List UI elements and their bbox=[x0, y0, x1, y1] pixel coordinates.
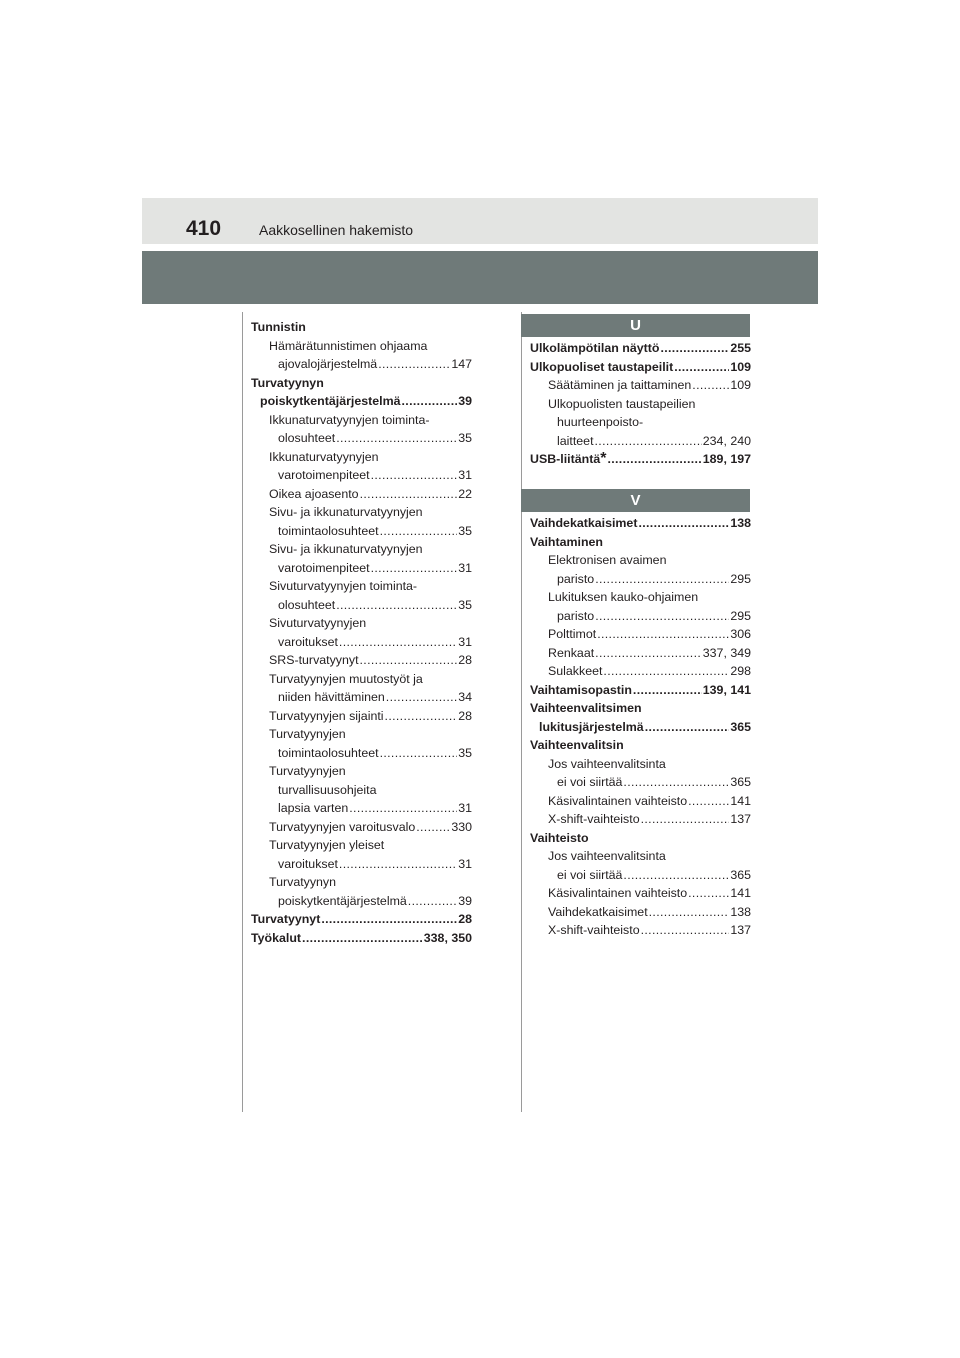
page-title: Aakkosellinen hakemisto bbox=[259, 222, 414, 238]
leader-dots bbox=[380, 744, 458, 763]
leader-dots bbox=[385, 707, 458, 726]
page-reference: 22 bbox=[458, 486, 472, 501]
page-reference: 31 bbox=[458, 634, 472, 649]
index-entry-main bbox=[530, 829, 751, 848]
entry-text: Turvatyynyt bbox=[251, 912, 321, 926]
column-divider-middle bbox=[521, 312, 522, 1112]
index-entry-main bbox=[251, 318, 472, 337]
entry-text: ajovalojärjestelmä bbox=[278, 357, 378, 371]
entry-text: Tunnistin bbox=[251, 320, 306, 334]
index-entry-sub bbox=[251, 448, 472, 485]
entry-text: X-shift-vaihteisto bbox=[548, 812, 640, 826]
leader-dots bbox=[416, 818, 450, 837]
page-reference: 365 bbox=[730, 867, 751, 882]
entry-line bbox=[530, 810, 751, 829]
page-reference: 109 bbox=[730, 359, 751, 374]
entry-line bbox=[251, 522, 472, 541]
index-entry-sub bbox=[530, 395, 751, 451]
leader-dots bbox=[321, 910, 457, 929]
entry-text: Vaihdekatkaisimet bbox=[548, 904, 648, 919]
page-reference: 138 bbox=[730, 904, 751, 919]
entry-text: Sivuturvatyynyjen toiminta- bbox=[269, 579, 418, 593]
entry-text: niiden hävittäminen bbox=[278, 690, 385, 704]
entry-line bbox=[251, 392, 472, 411]
entry-text: Vaihteenvalitsin bbox=[530, 738, 624, 752]
entry-text: toimintaolosuhteet bbox=[278, 745, 379, 760]
leader-dots bbox=[371, 466, 458, 485]
entry-line bbox=[251, 707, 472, 726]
entry-text: varotoimenpiteet bbox=[278, 560, 370, 575]
entry-text: laitteet bbox=[557, 433, 594, 448]
entry-text: varotoimenpiteet bbox=[278, 468, 370, 482]
index-entry-main bbox=[530, 450, 751, 469]
leader-dots bbox=[641, 810, 730, 829]
leader-dots bbox=[371, 559, 458, 578]
leader-dots bbox=[339, 633, 457, 652]
entry-text: Elektronisen avaimen bbox=[548, 553, 667, 567]
leader-dots bbox=[360, 651, 458, 670]
index-entry-sub bbox=[251, 836, 472, 873]
entry-line bbox=[530, 376, 751, 395]
entry-line bbox=[251, 651, 472, 670]
page-reference: 35 bbox=[458, 745, 472, 760]
page-reference: 137 bbox=[730, 812, 751, 826]
leader-dots bbox=[595, 570, 729, 589]
entry-line bbox=[530, 903, 751, 922]
entry-text: Turvatyynyjen bbox=[269, 764, 346, 778]
entry-text: Oikea ajoasento bbox=[269, 486, 359, 501]
entry-line bbox=[251, 929, 472, 948]
index-entry-sub bbox=[251, 707, 472, 726]
entry-text: Sivu- ja ikkunaturvatyynyjen bbox=[269, 542, 423, 556]
entry-line bbox=[530, 644, 751, 663]
entry-text: lapsia varten bbox=[278, 801, 349, 815]
entry-text: Sulakkeet bbox=[548, 664, 603, 678]
page-reference: 365 bbox=[730, 775, 751, 789]
leader-dots bbox=[692, 376, 729, 395]
entry-text: X-shift-vaihteisto bbox=[548, 923, 640, 937]
index-entry-sub bbox=[251, 873, 472, 910]
entry-text: Turvatyynyn bbox=[251, 375, 324, 390]
entry-line bbox=[251, 596, 472, 615]
index-entry-sub bbox=[251, 725, 472, 762]
entry-text: USB-liitäntä bbox=[530, 452, 601, 466]
index-column-u bbox=[530, 339, 751, 469]
index-entry-sub bbox=[251, 670, 472, 707]
page-reference: 141 bbox=[730, 793, 751, 808]
entry-text: SRS-turvatyynyt bbox=[269, 653, 359, 667]
entry-line bbox=[530, 358, 751, 377]
index-entry-sub bbox=[530, 662, 751, 681]
entry-text: Hämärätunnistimen ohjaama bbox=[269, 338, 428, 353]
page-reference: 365 bbox=[730, 719, 751, 734]
entry-text: Käsivalintainen vaihteisto bbox=[548, 793, 688, 808]
entry-line bbox=[251, 559, 472, 578]
leader-dots bbox=[349, 799, 457, 818]
page-reference: 28 bbox=[458, 912, 472, 926]
index-entry-sub bbox=[251, 337, 472, 374]
leader-dots bbox=[595, 607, 729, 626]
entry-text: Jos vaihteenvalitsinta bbox=[548, 756, 666, 771]
entry-line bbox=[530, 570, 751, 589]
index-entry-sub bbox=[530, 903, 751, 922]
entry-line bbox=[530, 607, 751, 626]
index-entry-main bbox=[530, 736, 751, 755]
entry-text: Turvatyynyjen yleiset bbox=[269, 838, 385, 852]
entry-line bbox=[530, 792, 751, 811]
section-header-v: V bbox=[521, 489, 750, 512]
index-entry-main bbox=[530, 339, 751, 358]
leader-dots bbox=[595, 432, 702, 451]
leader-dots bbox=[336, 596, 457, 615]
page-reference: 147 bbox=[451, 357, 472, 371]
index-entry-sub bbox=[251, 411, 472, 448]
page-reference: 31 bbox=[458, 856, 472, 871]
entry-line bbox=[530, 432, 751, 451]
page-reference: 28 bbox=[458, 708, 472, 723]
leader-dots bbox=[336, 429, 457, 448]
entry-line bbox=[530, 339, 751, 358]
entry-line bbox=[251, 429, 472, 448]
entry-line bbox=[251, 892, 472, 911]
entry-line bbox=[530, 514, 751, 533]
index-entry-sub bbox=[530, 551, 751, 588]
index-entry-main bbox=[530, 699, 751, 736]
entry-text: olosuhteet bbox=[278, 431, 336, 445]
index-entry-main bbox=[251, 929, 472, 948]
index-entry-main bbox=[251, 910, 472, 929]
page-reference: 35 bbox=[458, 523, 472, 538]
entry-text: Ulkolämpötilan näyttö bbox=[530, 341, 660, 355]
entry-text: Turvatyynyjen bbox=[269, 727, 346, 741]
entry-line bbox=[530, 718, 751, 737]
entry-line bbox=[530, 625, 751, 644]
entry-text: paristo bbox=[557, 571, 595, 586]
entry-line bbox=[251, 688, 472, 707]
leader-dots bbox=[339, 855, 457, 874]
entry-text: Käsivalintainen vaihteisto bbox=[548, 886, 688, 900]
entry-text: Turvatyynyjen sijainti bbox=[269, 708, 384, 723]
index-column-v bbox=[530, 514, 751, 940]
index-entry-sub bbox=[251, 818, 472, 837]
page-reference: 34 bbox=[458, 690, 472, 704]
entry-text: poiskytkentäjärjestelmä bbox=[278, 893, 407, 908]
page-reference: 35 bbox=[458, 597, 472, 612]
index-entry-sub bbox=[251, 503, 472, 540]
index-entry-sub bbox=[530, 847, 751, 884]
entry-text: Vaihtamisopastin bbox=[530, 682, 632, 697]
entry-text: Jos vaihteenvalitsinta bbox=[548, 849, 666, 863]
page-reference: 39 bbox=[458, 893, 472, 908]
index-entry-main bbox=[530, 681, 751, 700]
entry-text: Lukituksen kauko-ohjaimen bbox=[548, 590, 699, 604]
leader-dots bbox=[597, 625, 729, 644]
index-entry-sub bbox=[530, 792, 751, 811]
leader-dots bbox=[302, 929, 423, 948]
entry-text: Turvatyynyjen muutostyöt ja bbox=[269, 671, 423, 686]
entry-line bbox=[530, 884, 751, 903]
entry-text: huurteenpoisto- bbox=[557, 415, 644, 429]
page-number: 410 bbox=[186, 217, 222, 240]
entry-text: lukitusjärjestelmä bbox=[539, 719, 644, 734]
index-column-left bbox=[251, 318, 472, 947]
index-entry-sub bbox=[530, 644, 751, 663]
index-entry-sub bbox=[251, 762, 472, 818]
entry-text: poiskytkentäjärjestelmä bbox=[260, 394, 401, 408]
entry-line: USB-liitäntä * . . . 189, 197 bbox=[530, 450, 751, 469]
leader-dots bbox=[408, 892, 457, 911]
entry-text: Sivuturvatyynyjen bbox=[269, 616, 367, 630]
page-reference: 141 bbox=[730, 886, 751, 900]
entry-text: Turvatyynyn bbox=[269, 875, 337, 889]
entry-line bbox=[530, 773, 751, 792]
index-entry-sub bbox=[251, 651, 472, 670]
entry-text: Ikkunaturvatyynyjen bbox=[269, 449, 379, 464]
index-entry-sub bbox=[251, 540, 472, 577]
entry-text: varoitukset bbox=[278, 634, 338, 649]
entry-line bbox=[251, 818, 472, 837]
page-reference: 139, 141 bbox=[702, 682, 751, 697]
entry-text: Polttimot bbox=[548, 627, 597, 641]
page-reference: 338, 350 bbox=[423, 930, 472, 945]
index-entry-sub bbox=[530, 884, 751, 903]
page-reference: 234, 240 bbox=[702, 433, 751, 448]
entry-text: Työkalut bbox=[251, 930, 302, 945]
page-reference: 28 bbox=[458, 653, 472, 667]
entry-text: varoitukset bbox=[278, 856, 338, 871]
page-reference: 306 bbox=[730, 627, 751, 641]
page-reference: 31 bbox=[458, 560, 472, 575]
entry-text: Vaihteenvalitsimen bbox=[530, 701, 642, 715]
leader-dots bbox=[603, 662, 729, 681]
leader-dots bbox=[380, 522, 458, 541]
index-entry-main bbox=[530, 358, 751, 377]
index-entry-main bbox=[530, 533, 751, 552]
index-entry-sub bbox=[530, 755, 751, 792]
entry-line bbox=[251, 355, 472, 374]
page-reference: 337, 349 bbox=[702, 645, 751, 660]
entry-text: turvallisuusohjeita bbox=[278, 782, 377, 797]
leader-dots bbox=[623, 773, 729, 792]
entry-line bbox=[530, 662, 751, 681]
entry-line bbox=[251, 466, 472, 485]
index-entry-sub bbox=[251, 614, 472, 651]
leader-dots bbox=[638, 514, 729, 533]
page-reference: 295 bbox=[730, 571, 751, 586]
page-reference: 31 bbox=[458, 468, 472, 482]
leader-dots bbox=[386, 688, 457, 707]
index-entry-main bbox=[251, 374, 472, 411]
leader-dots bbox=[649, 903, 730, 922]
entry-line bbox=[251, 744, 472, 763]
page-reference: 138 bbox=[730, 516, 751, 530]
leader-dots bbox=[402, 392, 458, 411]
index-entry-main bbox=[530, 514, 751, 533]
leader-dots bbox=[645, 718, 730, 737]
entry-text: Ikkunaturvatyynyjen toiminta- bbox=[269, 412, 430, 427]
entry-line bbox=[251, 910, 472, 929]
entry-line bbox=[530, 866, 751, 885]
entry-text: Ulkopuolisten taustapeilien bbox=[548, 396, 696, 411]
entry-line bbox=[251, 799, 472, 818]
entry-line bbox=[530, 681, 751, 700]
entry-text: Säätäminen ja taittaminen bbox=[548, 378, 692, 392]
entry-line bbox=[251, 633, 472, 652]
page-reference: 109 bbox=[730, 378, 751, 392]
section-header-u: U bbox=[521, 314, 750, 337]
header-band bbox=[142, 251, 818, 304]
page-reference: 330 bbox=[451, 819, 472, 834]
entry-line bbox=[251, 485, 472, 504]
index-entry-sub bbox=[530, 376, 751, 395]
page-reference: 255 bbox=[730, 341, 751, 355]
entry-text: Vaihdekatkaisimet bbox=[530, 516, 638, 530]
entry-line bbox=[251, 855, 472, 874]
leader-dots bbox=[607, 450, 701, 469]
page-reference: 298 bbox=[730, 664, 751, 678]
column-divider-left bbox=[242, 312, 243, 1112]
page-reference: 39 bbox=[458, 394, 472, 408]
entry-line bbox=[530, 921, 751, 940]
leader-dots bbox=[660, 339, 729, 358]
page-reference: 295 bbox=[730, 608, 751, 623]
leader-dots bbox=[378, 355, 450, 374]
entry-text: ei voi siirtää bbox=[557, 867, 623, 882]
index-entry-sub bbox=[251, 577, 472, 614]
leader-dots bbox=[360, 485, 458, 504]
index-entry-sub bbox=[530, 588, 751, 625]
entry-text: ei voi siirtää bbox=[557, 775, 623, 789]
leader-dots bbox=[674, 358, 729, 377]
page-reference: 35 bbox=[458, 431, 472, 445]
index-entry-sub bbox=[530, 810, 751, 829]
page-reference: 137 bbox=[730, 923, 751, 937]
page-reference: 31 bbox=[458, 801, 472, 815]
entry-text: Renkaat bbox=[548, 645, 595, 660]
index-entry-sub bbox=[251, 485, 472, 504]
leader-dots bbox=[633, 681, 702, 700]
entry-text: Turvatyynyjen varoitusvalo bbox=[269, 819, 416, 834]
leader-dots bbox=[688, 792, 729, 811]
index-entry-sub bbox=[530, 921, 751, 940]
entry-text: toimintaolosuhteet bbox=[278, 523, 379, 538]
entry-text: Vaihteisto bbox=[530, 830, 589, 845]
entry-text: Vaihtaminen bbox=[530, 534, 603, 549]
entry-text: paristo bbox=[557, 608, 595, 623]
page-reference: 189, 197 bbox=[702, 452, 751, 466]
index-entry-sub bbox=[530, 625, 751, 644]
entry-text: Ulkopuoliset taustapeilit bbox=[530, 359, 674, 374]
leader-dots bbox=[623, 866, 729, 885]
entry-text: Sivu- ja ikkunaturvatyynyjen bbox=[269, 505, 423, 519]
leader-dots bbox=[641, 921, 730, 940]
header-bar bbox=[142, 198, 818, 244]
entry-text: olosuhteet bbox=[278, 597, 336, 612]
leader-dots bbox=[688, 884, 729, 903]
leader-dots bbox=[595, 644, 702, 663]
